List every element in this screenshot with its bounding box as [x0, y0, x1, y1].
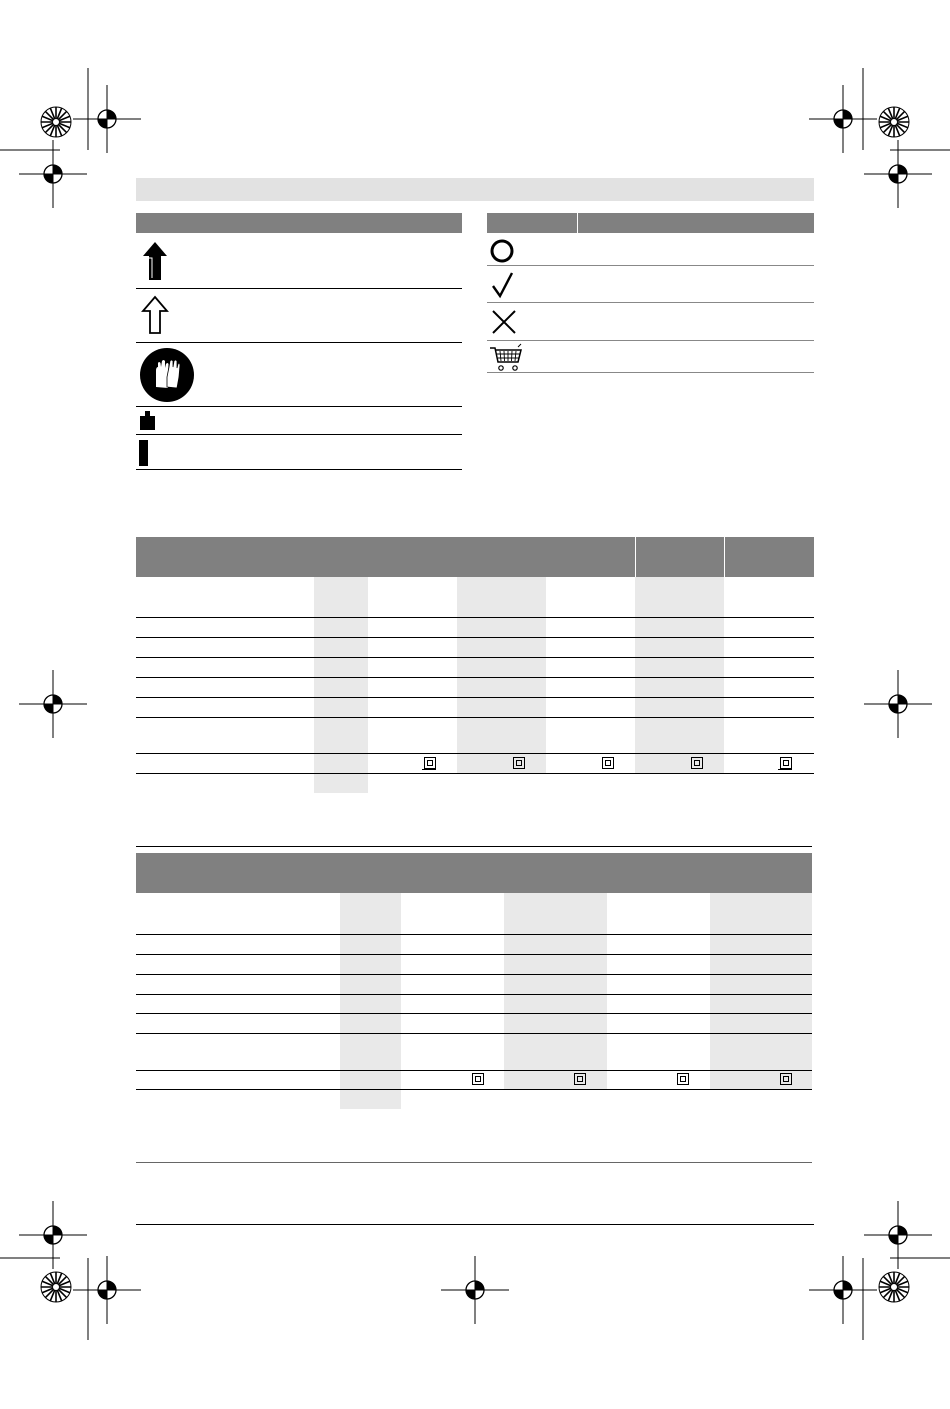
table-header	[136, 853, 812, 893]
row-divider	[136, 434, 462, 435]
battery-icon	[139, 440, 148, 466]
row-divider	[487, 265, 814, 266]
row-divider	[136, 288, 462, 289]
class-ii-insulation-icon	[602, 757, 614, 769]
header-column-divider	[635, 537, 636, 577]
table-row	[136, 753, 814, 754]
table-row	[136, 677, 814, 678]
row-divider	[136, 406, 462, 407]
shaded-column	[340, 893, 401, 1109]
footer-rule	[136, 1224, 814, 1225]
shaded-column	[710, 893, 812, 1089]
symbol-table-left-header	[136, 213, 462, 233]
row-divider	[487, 302, 814, 303]
class-ii-insulation-icon	[691, 757, 703, 769]
symbol-underline	[778, 769, 792, 770]
header-column-divider	[724, 537, 725, 577]
row-divider	[487, 340, 814, 341]
table-row	[136, 1089, 812, 1090]
class-ii-insulation-icon	[780, 757, 792, 769]
row-divider	[487, 372, 814, 373]
row-divider	[136, 469, 462, 470]
shaded-column	[314, 577, 368, 793]
shaded-column	[457, 577, 546, 773]
section-rule	[136, 846, 812, 847]
check-mark-icon	[489, 270, 517, 305]
weight-icon	[139, 410, 157, 437]
table-row	[136, 637, 814, 638]
table-row	[136, 954, 812, 955]
table-header	[136, 537, 814, 577]
table-row	[136, 974, 812, 975]
table-row	[136, 1070, 812, 1071]
table-row	[136, 657, 814, 658]
row-divider	[136, 342, 462, 343]
filled-arrow-up-icon	[140, 240, 170, 287]
outline-arrow-up-icon	[140, 295, 170, 340]
class-ii-insulation-icon	[677, 1073, 689, 1085]
class-ii-insulation-icon	[424, 757, 436, 769]
class-ii-insulation-icon	[780, 1073, 792, 1085]
section-rule	[136, 1162, 812, 1163]
cross-icon	[489, 307, 519, 342]
shaded-column	[635, 577, 724, 773]
table-row	[136, 717, 814, 718]
table-row	[136, 697, 814, 698]
table-row	[136, 773, 814, 774]
table-row	[136, 617, 814, 618]
table-row	[136, 1033, 812, 1034]
table-row	[136, 994, 812, 995]
symbol-underline	[422, 769, 436, 770]
class-ii-insulation-icon	[513, 757, 525, 769]
symbol-table-right-header	[487, 213, 814, 233]
safety-gloves-icon	[139, 347, 195, 408]
table-row	[136, 934, 812, 935]
class-ii-insulation-icon	[472, 1073, 484, 1085]
table-row	[136, 1013, 812, 1014]
shaded-column	[504, 893, 607, 1089]
class-ii-insulation-icon	[574, 1073, 586, 1085]
page-header-band	[136, 178, 814, 201]
header-column-divider	[577, 213, 578, 233]
